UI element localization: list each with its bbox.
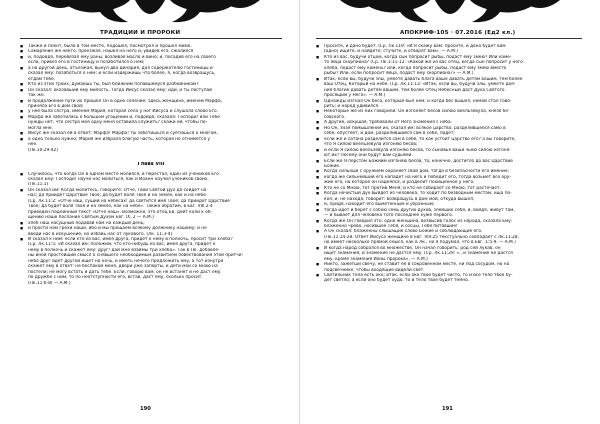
text-line: сказал Ему: Господи! научи нас молиться, как и Иоанн научил учеников своих. xyxy=(28,176,209,182)
text-line: ■ тогда идёт и берёт с собою семь других духов, злейших себя, и, войдя, живут там, xyxy=(316,208,582,213)
text-line: блаженно чрево, носившее Тебя, и сосцы, Тебя питавшие! xyxy=(324,223,458,229)
page-number: 190 xyxy=(140,406,151,412)
text-line: совского. xyxy=(324,114,346,120)
text-line: ■ Также и плент, была в том месте, подошёл, посмотрел и прошёл мимо. xyxy=(20,44,282,49)
text-line: нас; да приидет Царствие Твоё; да будет воля Твоя и на земле, как и на небе. xyxy=(28,193,208,199)
text-line: ■ у неё была сестра, именем Мария, которая села у ног Иисуса и слушала слово Его. xyxy=(20,109,282,114)
text-line: себе, опустеет, и дом, разделившийся сам в себе, падёт; xyxy=(324,131,455,137)
text-line: ■ А другие, искушая, требовали от Него знамения с неба. xyxy=(316,120,582,125)
header-rule xyxy=(316,38,582,39)
left-text-body xyxy=(20,44,282,286)
text-line: — и бывает для человека того последнее хуже первого. xyxy=(324,213,454,219)
text-line: ■ когда же сильнейший его нападёт на него и победит его, тогда возьмёт всё ору- xyxy=(316,175,582,180)
text-line: щению наше послание Святым Духом Евг. IX, 2 — А.М.) xyxy=(28,215,154,221)
text-line: ■ Он сказал им: Когда молитесь, говорите: Отче, Твой Святой Дух да сойдёт на xyxy=(20,188,282,193)
text-line: ■ Когда сильный с оружием охраняет свой дом, тогда в безопасности его имение; xyxy=(316,169,582,174)
text-line: ■ Когда нечистый дух выйдет из человека, то ходит по безводным местам, ища по- xyxy=(316,191,582,196)
text-line: ■ Он сказал: оказавший ему милость. Тогда Иисус сказал ему: иди, и ты поступай xyxy=(20,88,282,93)
text-line: ния благие давать детям вашим, тем более Отец Небесный даст Духа Святого xyxy=(324,87,505,93)
text-line: ■ Просите, и дано будет. (Ср. Лк.119: «И Я скажу вам: просите, и дано будет вам xyxy=(316,44,582,49)
text-line: Божие. xyxy=(324,163,341,169)
text-line: ваш Отец, Который на небе. (Ср. Лк.11:13: «Итак, если вы, будучи злы, умеете дая- xyxy=(324,82,516,88)
text-line: приведён подлинный текст «Отче наш». Возможно, это отец Ев. дейт коли к об- xyxy=(28,209,213,215)
text-line: то яйца скорпиона? (Ср. Лк.1:11-12: «Какой же из вас отец, когда сын попросит у него xyxy=(324,60,523,66)
text-line: ■ Если же Я перстом Божиим изгоняю бесов, то, конечно, достигло до вас Царствие xyxy=(316,159,582,164)
text-line: что Я силою веельзевула изгоняю бесов; xyxy=(324,142,418,148)
text-line: ■ Когда же Он говорил это, одна женщина, возвысив голос из народа, сказала Ему: xyxy=(316,219,582,224)
text-line: сказал ему: позаботься о нём; и если издержишь что более, я, когда возвращусь, xyxy=(28,71,216,77)
text-line: ■ если же и сатана разделится сам в себе, то как устоит царство его? а вы говорите, xyxy=(316,137,582,142)
text-line: (Лк.11:1) xyxy=(28,182,49,188)
text-line: ■ Светильник тела есть око; итак, если око твоё будет чисто, то и всё тело твоё бу- xyxy=(316,273,582,278)
text-line: хлеба, подаст ему камень? или, когда попросит рыбы, подаст ему змею вместо xyxy=(324,65,507,71)
text-line: Твоё; да будет воля Твоя и на земле, как на небе». Также обратим, в Евг. VIII.2-4 xyxy=(28,204,213,210)
text-line: рыбы? Или, если попросит яйца, подаст ему скорпиона?» — А.М.) xyxy=(324,71,474,77)
text-line: ■ Кто из вас, будучи отцом, когда сын попросит рыбы, подаст ему змею? Или каме- xyxy=(316,55,582,60)
text-line: ны иной простейший смысл о снявшего необходимым развитием повествования этой притчи: xyxy=(28,253,243,259)
text-line: ■ Самарянин же некто, проезжая, нашёл на него и, увидев его, сжалился xyxy=(20,49,282,54)
text-line: ищет знамения, и знамение не дастся ему. (Ср. Лк.11:29: «...и знамение не дастся xyxy=(324,251,513,257)
running-header: АПОКРИФ·105 · 07.2016 (Ед2 кл.) xyxy=(400,30,516,36)
text-line xyxy=(20,153,282,158)
text-line: просящим у Него». — А.М.) xyxy=(324,93,386,99)
text-line: осла, привёз его в гостиницу и позаботился о нём; xyxy=(28,60,145,66)
header-rule xyxy=(20,38,282,39)
text-line: ■ Кто не со Мною, тот против Меня; и кто не собирает со Мною, тот расточает. xyxy=(316,186,582,191)
text-line: но имеет несколько прямой смысл, как в Лк., но я подумал, что в Евг. 1:5-9. — А.М.) xyxy=(324,240,516,246)
text-line: ■ И сказал к ним: если кто из вас, имея друга, придёт к нему в полночь, просит три хлеба? xyxy=(20,237,282,242)
text-line: (Ср. Лк.11:2: «Отче наш, сущий на небесах! да святится имя Твоё; да приидет Царствие xyxy=(28,198,230,204)
text-line: нему в полночь и скажет ему: друг! дай мне взаймы три хлеба». Так в Лк. добавле- xyxy=(28,247,220,253)
text-line: скажет ему в ответ: не беспокой меня, двери уже заперты, и дети мои со мною на xyxy=(28,264,218,270)
text-line: ■ хлеб наш насущный подавай нам на каждый день; xyxy=(20,221,282,226)
text-line: ■ А Он сказал: блаженны слышащие слово Божие и соблюдающие его. xyxy=(316,229,582,234)
text-line: ■ Кто из этих троих, думаешь ты, был ближним попавшемуся разбойникам? xyxy=(20,82,282,87)
text-line: неё. xyxy=(28,142,38,148)
text-line: ■ Марфа же заботилась о большом угощении и, подойдя, сказала: Господи! или Тебе xyxy=(20,115,282,120)
text-line: (Лк.11:6-8) — А.М.) xyxy=(28,280,71,286)
text-line: могла мне. xyxy=(28,125,53,131)
page-number: 191 xyxy=(442,406,453,412)
text-line: ■ Однажды изгнал Он беса, который был нем; и когда бес вышел, немой стал гово- xyxy=(316,99,582,104)
text-line: по дружбе с ним, то по неотступности его, встав, даст ему, сколько просит. xyxy=(28,275,203,281)
right-page xyxy=(300,0,600,424)
text-line: рить; и народ удивился. xyxy=(324,103,380,109)
text-line: приняла Его в дом свой; xyxy=(28,103,84,109)
text-line: ■ Никто, зажёгши свечу, не ставит её в сокровенном месте, ни под сосудом, но на xyxy=(316,262,582,267)
running-header: ТРАДИЦИИ И ПРОРОКИ xyxy=(100,30,181,36)
text-line: подсвечнике, чтобы входящие видели свет. xyxy=(324,267,425,273)
text-line: отдам тебе. xyxy=(28,76,56,82)
tribal-ornament-left xyxy=(0,0,300,30)
chapter-heading: Глава VIII xyxy=(137,162,165,168)
text-line: дет светло; а если оно будет худо, то и тело твоё будет темно. xyxy=(324,278,470,284)
text-line: ■ В продолжение пути их пришёл Он в одно селение; здесь женщина, именем Марфа, xyxy=(20,99,282,104)
text-line: (Лк.11:14-28. Ответ Иисуса женщине в Евг. VIII.25 текстуально совпадает с Лк.11:28, xyxy=(324,234,519,240)
text-line: ■ И когда народ собрался во множестве, Он начал говорить: род сей лукав, он xyxy=(316,246,582,251)
text-line: (Лк.10:29-42) xyxy=(28,147,58,153)
text-line: ■ и прости нам грехи наши, ибо и мы прощаем всякому должнику нашему; и не xyxy=(20,226,282,231)
text-line: ■ Некоторые же из них говорили: Он изгоняет бесов силою веельзевула, князя бе- xyxy=(316,109,582,114)
text-line: ■ Итак, если вы, будучи злы, умеете давать блага ваше давать детям вашим, тем более xyxy=(316,77,582,82)
text-line: введи нас в искушение, но избавь нас от лукавого. (Лк. 11:3-4) xyxy=(28,231,173,237)
text-line: ■ Но Он, зная помышления их, сказал им: всякое царство, разделившееся само в xyxy=(316,126,582,131)
text-line: (Ср. Лк.11:5: «И сказал им: положим, что кто-нибудь из вас, имея друга, придёт к xyxy=(28,242,216,248)
right-text-body xyxy=(316,44,582,284)
tribal-ornament-right xyxy=(300,0,600,30)
text-line: [одно] ищите, и найдёте; стучите, и отворят вам». — А.М.) xyxy=(324,49,458,55)
text-line: ■ а одно только нужно; Мария же избрала благую часть, которая не отнимется у xyxy=(20,137,282,142)
text-line: коя, и, не находя, говорит: возвращусь в дом мой, откуда вышел; xyxy=(324,196,475,202)
text-line: ему, кроме знамения Ионы пророка». — А.М.) xyxy=(324,256,428,262)
text-line: ■ Иисус же сказал ей в ответ: Марфа! Марфа! ты заботишься и суетишься о многом, xyxy=(20,131,282,136)
text-line: ■ и, придя, находит его выметенным и убранным; xyxy=(316,202,582,207)
text-line: ■ и, подойдя, перевязал ему раны, возливая масло и вино; и, посадив его на своего xyxy=(20,55,282,60)
text-line: ■ и если Я силою веельзевула изгоняю бесов, то сыновья ваши чьею силою изгоня- xyxy=(316,148,582,153)
text-line: так же. xyxy=(28,93,45,99)
text-line: нужды нет, что сестра моя одну меня оставила служить? скажи ей, чтобы по- xyxy=(28,120,208,126)
text-line: небо друг идёт другой ищет на ночь, и иметь нечего предложить ему, а тот изнутри xyxy=(28,258,224,264)
text-line: жие его, на которое он надеялся, и разделит похищенное у него. xyxy=(324,180,475,186)
text-line: ют их? Посему они будут вам судьями. xyxy=(324,153,413,159)
text-line: постели; не могу встать и дать тебе. Если, говорю вам, он не встанет и не даст ему xyxy=(28,269,221,275)
text-line: ■ а на другой день, отъезжая, вынул два динария, дал содержателю гостиницы и xyxy=(20,66,282,71)
text-line: ■ Случилось, что когда Он в одном месте молился, и перестал, один из учеников Его xyxy=(20,172,282,177)
